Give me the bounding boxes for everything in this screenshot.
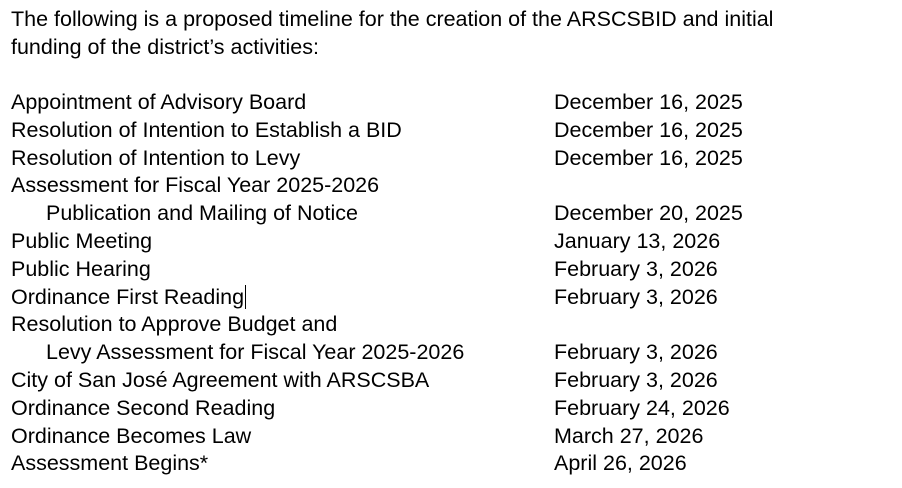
text-cursor [245, 285, 246, 309]
timeline-event[interactable]: Assessment for Fiscal Year 2025-2026 [11, 173, 380, 198]
timeline-row [11, 284, 891, 312]
intro-line-2[interactable]: funding of the district’s activities: [11, 35, 319, 59]
timeline-date[interactable] [554, 172, 891, 200]
timeline-date[interactable]: February 3, 2026 [554, 284, 718, 309]
timeline-event[interactable]: Ordinance First Reading [11, 284, 245, 309]
timeline-event[interactable]: Ordinance Becomes Law [11, 423, 252, 448]
timeline-row [11, 172, 891, 200]
intro-line-1[interactable]: The following is a proposed timeline for the creation of the ARSCSBID and initial [11, 7, 774, 31]
timeline-event[interactable]: Public Meeting [11, 228, 153, 253]
timeline-date[interactable]: February 3, 2026 [554, 256, 718, 281]
timeline-row [11, 89, 891, 117]
document-body[interactable] [11, 5, 891, 478]
timeline-date[interactable]: December 16, 2025 [554, 117, 743, 142]
timeline-event[interactable]: Levy Assessment for Fiscal Year 2025-2026 [46, 340, 465, 365]
timeline-event[interactable]: Public Hearing [11, 256, 151, 281]
timeline-date[interactable] [554, 311, 891, 339]
timeline-event[interactable]: Resolution of Intention to Establish a BID [11, 117, 402, 142]
timeline-row [11, 117, 891, 145]
timeline-list [11, 89, 891, 478]
timeline-date[interactable]: January 13, 2026 [554, 228, 721, 253]
timeline-row [11, 200, 891, 228]
timeline-date[interactable]: December 16, 2025 [554, 145, 743, 170]
timeline-row [11, 339, 891, 367]
timeline-row [11, 367, 891, 395]
timeline-date[interactable]: March 27, 2026 [554, 423, 704, 448]
timeline-event[interactable]: Resolution of Intention to Levy [11, 145, 301, 170]
timeline-date[interactable]: December 16, 2025 [554, 90, 743, 114]
timeline-row [11, 450, 891, 478]
intro-paragraph[interactable] [11, 5, 891, 61]
timeline-row [11, 256, 891, 284]
timeline-event[interactable]: City of San José Agreement with ARSCSBA [11, 367, 430, 392]
timeline-row [11, 145, 891, 173]
timeline-date[interactable]: February 3, 2026 [554, 340, 718, 365]
timeline-event[interactable]: Appointment of Advisory Board [11, 90, 307, 114]
timeline-date[interactable]: February 3, 2026 [554, 367, 718, 392]
timeline-date[interactable]: April 26, 2026 [554, 451, 687, 476]
timeline-event-wrap[interactable] [11, 284, 554, 312]
timeline-event[interactable]: Assessment Begins* [11, 451, 209, 476]
timeline-event[interactable]: Ordinance Second Reading [11, 395, 276, 420]
timeline-row [11, 423, 891, 451]
timeline-row [11, 311, 891, 339]
timeline-date[interactable]: February 24, 2026 [554, 395, 730, 420]
timeline-event[interactable]: Publication and Mailing of Notice [46, 201, 358, 226]
timeline-date[interactable]: December 20, 2025 [554, 201, 743, 226]
timeline-row [11, 228, 891, 256]
timeline-row [11, 395, 891, 423]
timeline-event[interactable]: Resolution to Approve Budget and [11, 312, 338, 337]
